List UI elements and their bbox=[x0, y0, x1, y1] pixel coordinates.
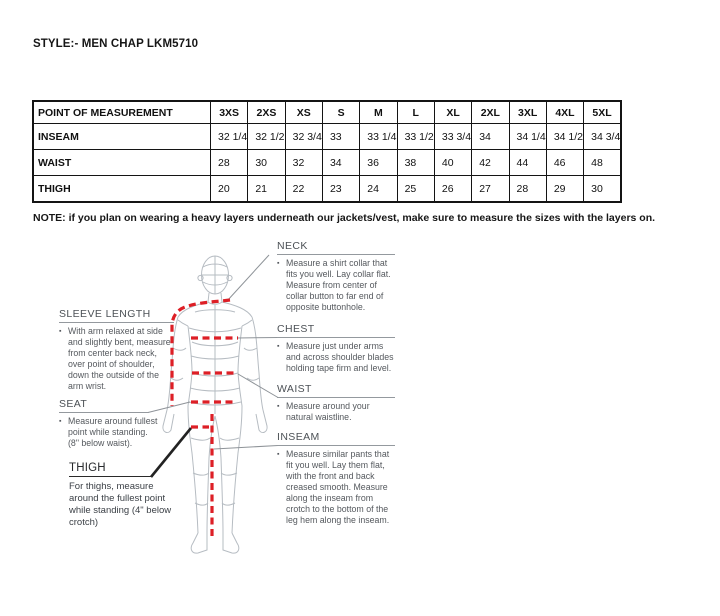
size-column-header: L bbox=[397, 101, 434, 124]
label-waist bbox=[277, 383, 395, 423]
waist-description: Measure around your natural waistline. bbox=[286, 401, 370, 422]
size-value-cell: 26 bbox=[434, 176, 471, 203]
row-label: INSEAM bbox=[33, 124, 211, 150]
page-title: STYLE:- MEN CHAP LKM5710 bbox=[33, 38, 199, 50]
measurement-diagram bbox=[45, 238, 395, 568]
size-value-cell: 34 1/4 bbox=[509, 124, 546, 150]
chest-description: Measure just under arms and across shoulder blades holding tape firm and level. bbox=[286, 341, 394, 373]
size-value-cell: 48 bbox=[584, 150, 621, 176]
seat-description: Measure around fullest point while standing. (8" below waist). bbox=[68, 416, 158, 448]
inseam-description: Measure similar pants that fit you well. Lay them flat, with the front and back creased smooth. Measure along the inseam from crotch to the bottom of the leg hem along the inseam. bbox=[286, 449, 390, 525]
size-value-cell: 28 bbox=[211, 150, 248, 176]
size-value-cell: 22 bbox=[285, 176, 322, 203]
size-value-cell: 33 1/4 bbox=[360, 124, 397, 150]
label-thigh bbox=[69, 462, 177, 529]
size-value-cell: 44 bbox=[509, 150, 546, 176]
table-header bbox=[33, 101, 621, 124]
size-column-header: 2XL bbox=[472, 101, 509, 124]
size-column-header: 3XL bbox=[509, 101, 546, 124]
chest-title: CHEST bbox=[277, 323, 395, 338]
size-value-cell: 33 bbox=[322, 124, 359, 150]
size-column-header: 3XS bbox=[211, 101, 248, 124]
label-chest bbox=[277, 323, 395, 374]
size-column-header: XS bbox=[285, 101, 322, 124]
size-value-cell: 32 3/4 bbox=[285, 124, 322, 150]
waist-callout-line bbox=[238, 374, 278, 398]
size-value-cell: 33 1/2 bbox=[397, 124, 434, 150]
neck-callout-line bbox=[227, 255, 269, 301]
size-value-cell: 38 bbox=[397, 150, 434, 176]
row-label: WAIST bbox=[33, 150, 211, 176]
size-value-cell: 24 bbox=[360, 176, 397, 203]
size-value-cell: 21 bbox=[248, 176, 285, 203]
sleeve-length-description: With arm relaxed at side and slightly bent, measure from center back neck, over point of shoulder, down the outside of the arm wrist. bbox=[68, 326, 171, 391]
size-column-header: 5XL bbox=[584, 101, 621, 124]
measure-column-header: POINT OF MEASUREMENT bbox=[33, 101, 211, 124]
size-value-cell: 32 1/2 bbox=[248, 124, 285, 150]
table-row bbox=[33, 150, 621, 176]
inseam-title: INSEAM bbox=[277, 431, 395, 446]
size-value-cell: 25 bbox=[397, 176, 434, 203]
seat-title: SEAT bbox=[59, 398, 149, 413]
size-column-header: M bbox=[360, 101, 397, 124]
size-value-cell: 28 bbox=[509, 176, 546, 203]
waist-title: WAIST bbox=[277, 383, 395, 398]
table-row bbox=[33, 176, 621, 203]
size-value-cell: 34 1/2 bbox=[546, 124, 583, 150]
neck-title: NECK bbox=[277, 240, 395, 255]
inseam-callout-line bbox=[214, 446, 278, 450]
size-value-cell: 27 bbox=[472, 176, 509, 203]
size-value-cell: 23 bbox=[322, 176, 359, 203]
size-value-cell: 20 bbox=[211, 176, 248, 203]
neck-description: Measure a shirt collar that fits you well. Lay collar flat. Measure from center of collar button to far end of opposite buttonhole. bbox=[286, 258, 391, 312]
bullet-icon: ▪ bbox=[277, 451, 280, 458]
thigh-description: For thighs, measure around the fullest point while standing (4" below crotch) bbox=[69, 481, 172, 528]
size-value-cell: 30 bbox=[584, 176, 621, 203]
note-text: NOTE: if you plan on wearing a heavy layers underneath our jackets/vest, make sure to measure the sizes with the layers on. bbox=[33, 212, 656, 224]
sleeve-length-title: SLEEVE LENGTH bbox=[59, 308, 174, 323]
size-column-header: 4XL bbox=[546, 101, 583, 124]
size-column-header: S bbox=[322, 101, 359, 124]
label-neck bbox=[277, 240, 395, 313]
size-column-header: XL bbox=[434, 101, 471, 124]
bullet-icon: ▪ bbox=[277, 260, 280, 267]
label-sleeve-length bbox=[59, 308, 174, 392]
size-column-header: 2XS bbox=[248, 101, 285, 124]
label-seat bbox=[59, 398, 159, 449]
size-value-cell: 32 bbox=[285, 150, 322, 176]
size-value-cell: 32 1/4 bbox=[211, 124, 248, 150]
bullet-icon: ▪ bbox=[59, 328, 62, 335]
size-value-cell: 34 bbox=[472, 124, 509, 150]
bullet-icon: ▪ bbox=[277, 343, 280, 350]
size-value-cell: 46 bbox=[546, 150, 583, 176]
size-value-cell: 33 3/4 bbox=[434, 124, 471, 150]
thigh-title: THIGH bbox=[69, 462, 153, 477]
size-value-cell: 34 3/4 bbox=[584, 124, 621, 150]
row-label: THIGH bbox=[33, 176, 211, 203]
size-measurement-table bbox=[32, 100, 622, 203]
bullet-icon: ▪ bbox=[59, 418, 62, 425]
size-value-cell: 42 bbox=[472, 150, 509, 176]
table-row bbox=[33, 124, 621, 150]
size-value-cell: 34 bbox=[322, 150, 359, 176]
size-value-cell: 40 bbox=[434, 150, 471, 176]
label-inseam bbox=[277, 431, 395, 526]
size-value-cell: 29 bbox=[546, 176, 583, 203]
chest-callout-line bbox=[237, 338, 278, 339]
size-value-cell: 30 bbox=[248, 150, 285, 176]
table-body bbox=[33, 124, 621, 203]
bullet-icon: ▪ bbox=[277, 403, 280, 410]
size-value-cell: 36 bbox=[360, 150, 397, 176]
measure-lines bbox=[172, 300, 238, 537]
